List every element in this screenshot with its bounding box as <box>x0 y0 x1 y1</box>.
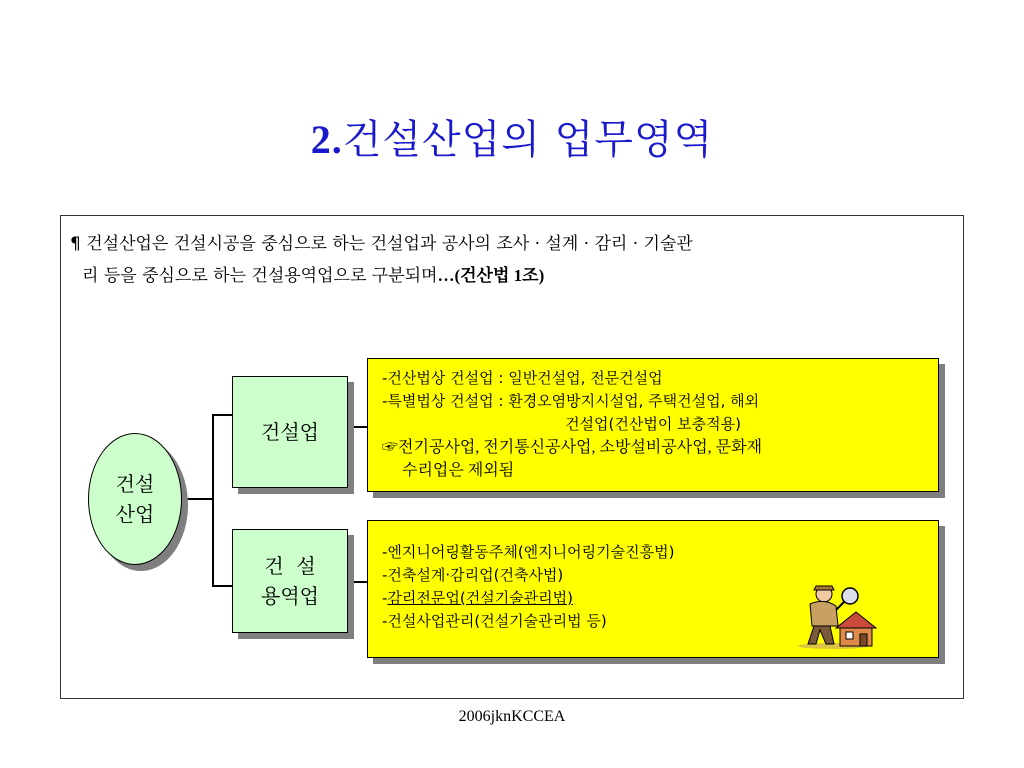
construction-note: ☞전기공사업, 전기통신공사업, 소방설비공사업, 문화재 <box>382 439 763 456</box>
footer: 2006jknKCCEA <box>458 708 566 725</box>
intro-line-1: ¶ 건설산업은 건설시공을 중심으로 하는 건설업과 공사의 조사 · 설계 · 감리 · 기술관 <box>70 234 693 254</box>
title-number: 2. <box>310 117 343 162</box>
services-detail-4: -건설사업관리(건설기술관리법 등) <box>382 612 607 630</box>
title-text: 건설산업의 업무영역 <box>342 117 714 163</box>
construction-detail-2: -특별법상 건설업 : 환경오염방지시설업, 주택건설업, 해외 <box>382 392 760 410</box>
construction-detail-1: -건산법상 건설업 : 일반건설업, 전문건설업 <box>382 369 663 387</box>
connector-to-construction <box>212 414 232 416</box>
construction-note-cont: 수리업은 제외됨 <box>402 462 515 479</box>
supervision-link[interactable]: 감리전문업(건설기술관리법) <box>387 589 574 607</box>
page-title <box>0 108 1024 165</box>
connector-to-services <box>212 585 232 587</box>
root-node-construction-industry: 건설 산업 <box>88 433 182 565</box>
inspector-house-clipart <box>796 580 882 650</box>
services-detail-2: -건축설계·감리업(건축사법) <box>382 566 564 584</box>
construction-details-box <box>367 358 939 492</box>
connector-vertical <box>212 414 214 586</box>
construction-detail-2-cont: 건설업(건산법이 보충적용) <box>565 415 741 433</box>
services-detail-1: -엔지니어링활동주체(엔지니어링기술진흥법) <box>382 543 675 561</box>
intro-line-2: 리 등을 중심으로 하는 건설용역업으로 구분되며…(건산법 1조) <box>82 266 545 286</box>
node-construction: 건설업 <box>232 376 348 488</box>
pilcrow-icon: ¶ <box>70 234 81 254</box>
node-construction-services: 건 설 용역업 <box>232 529 348 633</box>
services-detail-3: -감리전문업(건설기술관리법) <box>382 589 574 607</box>
intro-text <box>70 228 950 292</box>
pointing-hand-icon: ☞ <box>382 439 399 456</box>
